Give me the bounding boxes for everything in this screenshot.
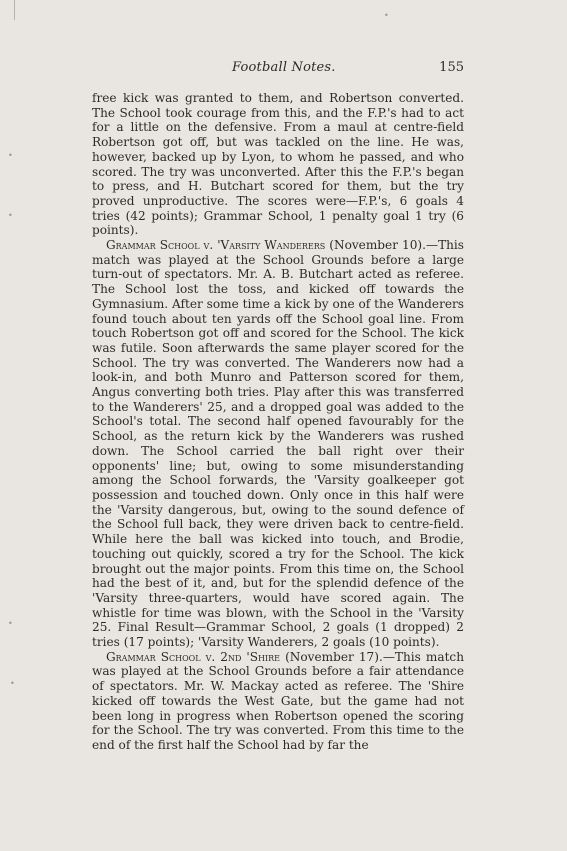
- paper-speck: •: [384, 11, 389, 20]
- body-text: [92, 91, 464, 753]
- paper-speck: •: [8, 619, 13, 628]
- running-title: Football Notes.: [232, 60, 336, 75]
- paper-speck: •: [8, 151, 13, 160]
- paper-speck: •: [8, 211, 13, 220]
- match-heading-second-shire: Grammar School v. 2nd 'Shire: [106, 649, 281, 664]
- match-report-varsity-wanderers: (November 10).—This match was played at the School Grounds before a large turn-out of spectators. Mr. A. B. Butchart acted as referee. The School lost the toss, and kicked off towards the Gymnasium. After some time a kick by one of the Wanderers found touch about ten yards off the School goal line. From touch Robertson got off and scored for the School. The kick was futile. Soon afterwards the same player scored for the School. The try was converted. The Wanderers now had a look-in, and both Munro and Patterson scored for them, Angus converting both tries. Play after this was transferred to the Wanderers' 25, and a dropped goal was added to the School's total. The second half opened favourably for the School, as the return kick by the Wanderers was rushed down. The School carried the ball right over their opponents' line; but, owing to some misunderstanding among the School forwards, the 'Varsity goalkeeper got possession and touched down. Only once in this half were the 'Varsity dangerous, but, owing to the sound defence of the School full back, they were driven back to centre-field. While here the ball was kicked into touch, and Brodie, touching out quickly, scored a try for the School. The kick brought out the major points. From this time on, the School had the best of it, and, but for the splendid defence of the 'Varsity three-quarters, would have scored again. The whistle for time was blown, with the School in the 'Varsity 25. Final Result—Grammar School, 2 goals (1 dropped) 2 tries (17 points); 'Varsity Wanderers, 2 goals (10 points).: [92, 238, 465, 650]
- paragraph-continued: free kick was granted to them, and Robertson converted. The School took courage from this, and the F.P.'s had to act for a little on the defensive. From a maul at centre-field Robertson got off, but was tackled on the line. He was, however, backed up by Lyon, to whom he passed, and who scored. The try was unconverted. After this the F.P.'s began to press, and H. Butchart scored for them, but the try proved unproductive. The scores were—F.P.'s, 6 goals 4 tries (42 points); Grammar School, 1 penalty goal 1 try (6 points).: [92, 91, 464, 238]
- paragraph-second-shire-match: [92, 650, 464, 753]
- page-number: 155: [439, 60, 464, 75]
- paper-speck: •: [10, 679, 15, 688]
- paragraph-varsity-wanderers-match: [92, 238, 464, 650]
- match-heading-varsity-wanderers: Grammar School v. 'Varsity Wanderers: [106, 238, 326, 253]
- binding-edge: [14, 0, 15, 20]
- match-report-second-shire: (November 17).—This match was played at the School Grounds before a fair attendance of spectators. Mr. W. Mackay acted as referee. The 'Shire kicked off towards the West Gate, but the game had not been long in progress when Robertson opened the scoring for the School. The try was converted. From this time to the end of the first half the School had by far the: [92, 649, 464, 752]
- running-header: [92, 60, 464, 78]
